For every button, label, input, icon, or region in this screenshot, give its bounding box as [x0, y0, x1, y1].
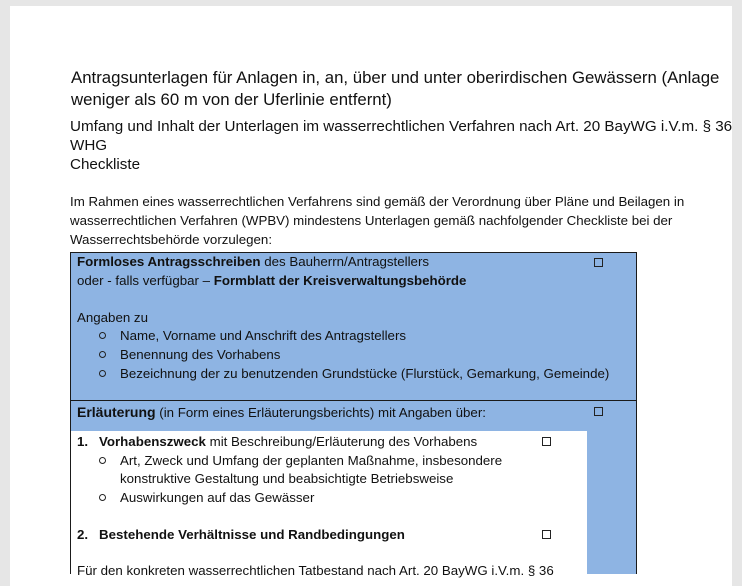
section2-item2: [99, 525, 405, 544]
section2-bottom-line: Für den konkreten wasserrechtlichen Tatbestand nach Art. 20 BayWG i.V.m. § 36: [77, 563, 554, 578]
intro-line2: wasserrechtlichen Verfahren (WPBV) mindestens Unterlagen gemäß nachfolgender Checkliste bei der: [70, 213, 673, 228]
table-row-divider: [70, 400, 637, 401]
bullet-icon: [99, 370, 106, 377]
section1-line2: [77, 271, 466, 290]
section2-item2-number: [77, 525, 88, 544]
section1-line2-pre: oder - falls verfügbar –: [77, 273, 214, 288]
section1-line1-rest: des Bauherrn/Antragstellers: [260, 254, 430, 269]
checkbox-item2[interactable]: [542, 530, 551, 539]
section2-item1-number: [77, 432, 88, 451]
document-title-line2: weniger als 60 m von der Uferlinie entfernt): [71, 90, 392, 109]
section2-heading-bold: Erläuterung: [77, 404, 156, 420]
bullet-icon: [99, 494, 106, 501]
document-title-line1: Antragsunterlagen für Anlagen in, an, über und unter oberirdischen Gewässern (Anlage: [71, 68, 720, 87]
section1-angaben-label: Angaben zu: [77, 310, 148, 325]
item2-bold: Bestehende Verhältnisse und Randbedingungen: [99, 527, 405, 542]
intro-line1: Im Rahmen eines wasserrechtlichen Verfahrens sind gemäß der Verordnung über Pläne und Beilagen in: [70, 194, 685, 209]
item1-sub2: Auswirkungen auf das Gewässer: [120, 490, 315, 505]
section1-line1-bold: Formloses Antragsschreiben: [77, 254, 261, 269]
bullet-icon: [99, 332, 106, 339]
item1-number: 1.: [77, 434, 89, 449]
section2-item1: [99, 432, 477, 451]
bullet-icon: [99, 457, 106, 464]
checkbox-section2[interactable]: [594, 407, 603, 416]
subtitle-line2: WHG: [70, 137, 108, 154]
item1-sub1-line2: konstruktive Gestaltung und beabsichtigte Betriebsweise: [120, 471, 454, 486]
checkbox-item1[interactable]: [542, 437, 551, 446]
subtitle-line1: Umfang und Inhalt der Unterlagen im wasserrechtlichen Verfahren nach Art. 20 BayWG i.V.m. § 36: [70, 118, 733, 135]
item2-number: 2.: [77, 527, 89, 542]
table-border-right: [636, 252, 637, 574]
bullet-icon: [99, 351, 106, 358]
section1-item-vorhaben: Benennung des Vorhabens: [120, 347, 281, 362]
section2-heading-rest: (in Form eines Erläuterungsberichts) mit Angaben über:: [155, 405, 486, 420]
table-border-left: [70, 252, 71, 574]
section1-line2-bold: Formblatt der Kreisverwaltungsbehörde: [213, 273, 467, 288]
item1-rest: mit Beschreibung/Erläuterung des Vorhabens: [205, 434, 478, 449]
section1-item-grundstuecke: Bezeichnung der zu benutzenden Grundstücke (Flurstück, Gemarkung, Gemeinde): [120, 366, 610, 381]
checklist-label: Checkliste: [70, 156, 141, 173]
section1-line1: [77, 252, 429, 271]
intro-line3: Wasserrechtsbehörde vorzulegen:: [70, 232, 273, 247]
item1-bold: Vorhabenszweck: [99, 434, 206, 449]
item1-sub1-line1: Art, Zweck und Umfang der geplanten Maßnahme, insbesondere: [120, 453, 503, 468]
section2-heading: [77, 403, 486, 422]
checkbox-section1[interactable]: [594, 258, 603, 267]
section1-item-name: Name, Vorname und Anschrift des Antragstellers: [120, 328, 407, 343]
